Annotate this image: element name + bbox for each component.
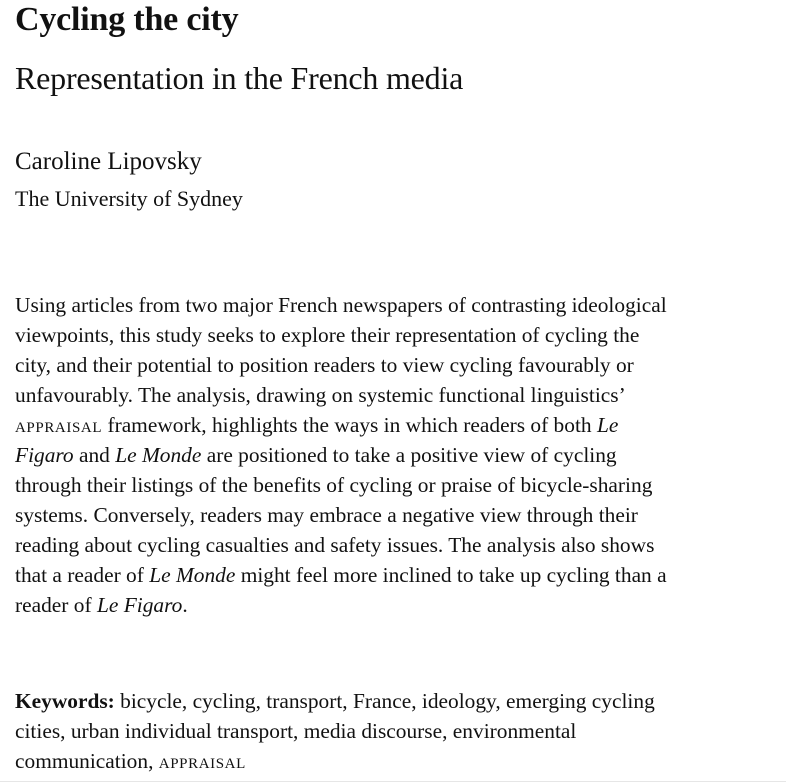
text-run: unfavourably. The analysis, drawing on systemic functional linguistics’ [15, 383, 626, 407]
keywords-line [15, 686, 786, 716]
small-caps-term: appraisal [158, 749, 246, 773]
article-title: Cycling the city [15, 1, 239, 38]
keywords [15, 686, 786, 776]
italic-title: Le Monde [149, 563, 236, 587]
text-line [15, 410, 786, 440]
text-run: Using articles from two major French newspapers of contrasting ideological [15, 293, 667, 317]
text-run: . [182, 593, 188, 617]
text-line [15, 530, 786, 560]
text-run: communication, [15, 749, 159, 773]
text-line [15, 440, 786, 470]
text-run: framework, highlights the ways in which readers of both [102, 413, 597, 437]
text-line [15, 350, 786, 380]
text-run: through their listings of the benefits of cycling or praise of bicycle-sharing [15, 473, 653, 497]
abstract [15, 290, 786, 620]
italic-title: Le Figaro [96, 593, 183, 617]
text-run: cities, urban individual transport, media discourse, environmental [15, 719, 577, 743]
text-line [15, 290, 786, 320]
author-affiliation: The University of Sydney [15, 186, 243, 211]
italic-title: Le Monde [115, 443, 202, 467]
italic-title: Figaro [15, 443, 74, 467]
text-run: bicycle, cycling, transport, France, ideology, emerging cycling [114, 689, 655, 713]
text-run: reading about cycling casualties and safety issues. The analysis also shows [15, 533, 655, 557]
text-line [15, 560, 786, 590]
text-run: reader of [15, 593, 97, 617]
keywords-line-content [115, 689, 655, 713]
keywords-line [15, 716, 786, 746]
text-line [15, 380, 786, 410]
author-name: Caroline Lipovsky [15, 148, 202, 175]
text-line [15, 470, 786, 500]
text-run: and [73, 443, 116, 467]
text-run: viewpoints, this study seeks to explore their representation of cycling the [15, 323, 640, 347]
text-line [15, 500, 786, 530]
text-line [15, 320, 786, 350]
keywords-line [15, 746, 786, 776]
keywords-label: Keywords: [15, 689, 115, 713]
text-run: city, and their potential to position readers to view cycling favourably or [15, 353, 634, 377]
text-run: that a reader of [15, 563, 150, 587]
text-line [15, 590, 786, 620]
italic-title: Le [596, 413, 619, 437]
small-caps-term: appraisal [15, 413, 103, 437]
article-subtitle: Representation in the French media [15, 60, 464, 96]
text-run: might feel more inclined to take up cycling than a [235, 563, 667, 587]
text-run: are positioned to take a positive view of cycling [201, 443, 617, 467]
text-run: systems. Conversely, readers may embrace a negative view through their [15, 503, 638, 527]
